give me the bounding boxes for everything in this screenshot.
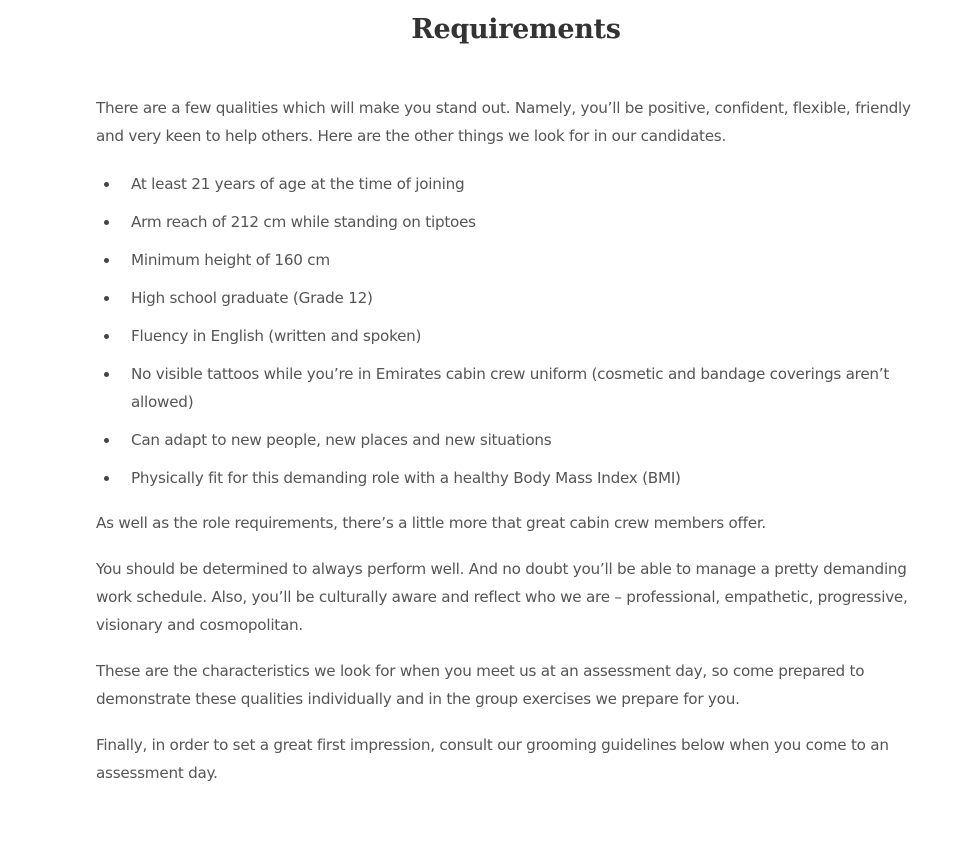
list-item-text: Minimum height of 160 cm: [131, 251, 330, 269]
requirements-list: [96, 170, 926, 492]
bullet-icon: [104, 258, 109, 263]
list-item: [96, 170, 926, 198]
list-item-text: At least 21 years of age at the time of joining: [131, 175, 465, 193]
bullet-icon: [104, 476, 109, 481]
bullet-icon: [104, 296, 109, 301]
bullet-icon: [104, 372, 109, 377]
list-item: [96, 360, 926, 416]
intro-paragraph: There are a few qualities which will make you stand out. Namely, you’ll be positive, confident, flexible, friendly and very keen to help others. Here are the other things we look for in our candidates.: [96, 99, 911, 145]
requirements-content: [96, 94, 926, 805]
role-extra-paragraph: As well as the role requirements, there’s a little more that great cabin crew members offer.: [96, 514, 767, 532]
list-item-text: Can adapt to new people, new places and new situations: [131, 431, 552, 449]
bullet-icon: [104, 438, 109, 443]
assessment-paragraph: These are the characteristics we look for when you meet us at an assessment day, so come prepared to demonstrate these qualities individually and in the group exercises we prepare for you.: [96, 662, 865, 708]
grooming-paragraph: Finally, in order to set a great first impression, consult our grooming guidelines below when you come to an assessment day.: [96, 736, 889, 782]
list-item: [96, 246, 926, 274]
list-item: [96, 284, 926, 312]
list-item: [96, 322, 926, 350]
page-title: Requirements: [411, 14, 621, 45]
list-item: [96, 464, 926, 492]
list-item-text: Arm reach of 212 cm while standing on tiptoes: [131, 213, 476, 231]
list-item-text: Physically fit for this demanding role with a healthy Body Mass Index (BMI): [131, 469, 681, 487]
list-item-text: High school graduate (Grade 12): [131, 289, 373, 307]
list-item-text: Fluency in English (written and spoken): [131, 327, 422, 345]
list-item: [96, 426, 926, 454]
determination-paragraph: You should be determined to always perform well. And no doubt you’ll be able to manage a pretty demanding work schedule. Also, you’ll be culturally aware and reflect who we are – professional, empathetic, progressive, visionary and cosmopolitan.: [96, 560, 908, 634]
list-item: [96, 208, 926, 236]
list-item-text: No visible tattoos while you’re in Emirates cabin crew uniform (cosmetic and bandage coverings aren’t allowed): [131, 365, 890, 411]
bullet-icon: [104, 220, 109, 225]
bullet-icon: [104, 334, 109, 339]
bullet-icon: [104, 182, 109, 187]
